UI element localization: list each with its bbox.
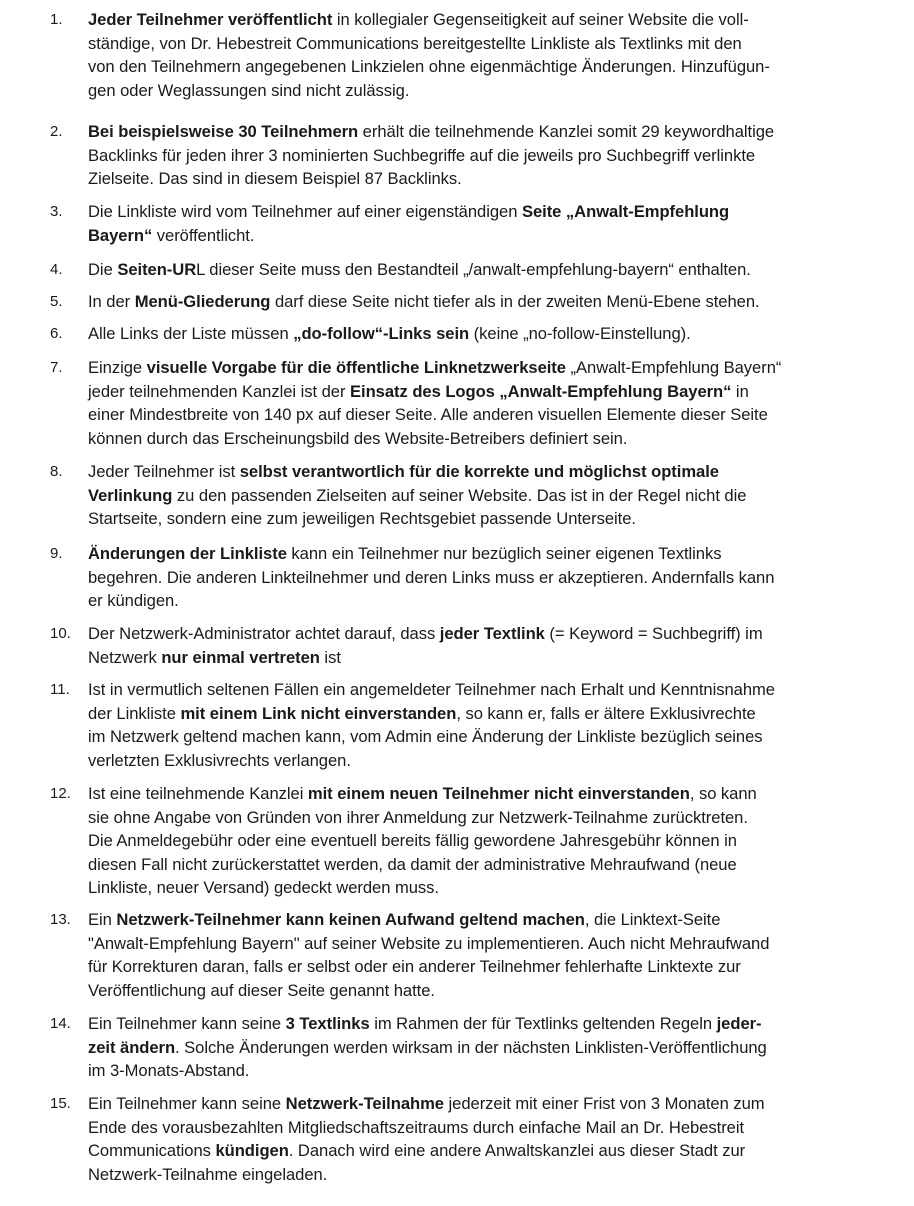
- text-segment: in kollegialer Gegenseitigkeit auf seiner Website die voll-: [332, 10, 749, 29]
- text-segment: der Linkliste: [88, 703, 181, 723]
- text-line: [88, 1092, 868, 1116]
- list-item: [0, 1012, 914, 1083]
- list-item-text: [88, 8, 868, 102]
- text-line: [88, 200, 868, 224]
- text-segment: begehren. Die anderen Linkteilnehmer und deren Links muss er akzeptieren. Andernfalls kann: [88, 567, 775, 587]
- text-segment: "Anwalt-Empfehlung Bayern" auf seiner Website zu implementieren. Auch nicht Mehraufwand: [88, 933, 770, 953]
- text-segment: . Danach wird eine andere Anwaltskanzlei aus dieser Stadt zur: [288, 1141, 746, 1160]
- list-item-number: 6.: [50, 325, 63, 342]
- bold-text-segment: jeder-: [716, 1014, 762, 1033]
- list-item-text: [88, 290, 868, 314]
- text-line: [88, 427, 868, 451]
- bold-text-segment: 3 Textlinks: [285, 1014, 370, 1033]
- text-line: [88, 380, 868, 404]
- list-item-text: [88, 782, 868, 900]
- text-segment: darf diese Seite nicht tiefer als in der zweiten Menü-Ebene stehen.: [270, 292, 760, 311]
- list-item-text: [88, 258, 868, 282]
- list-item: [0, 322, 914, 346]
- bold-text-segment: Jeder Teilnehmer veröffentlicht: [88, 10, 333, 29]
- list-item: [0, 200, 914, 247]
- list-item-text: [88, 1092, 868, 1186]
- list-item-number: 2.: [50, 123, 63, 140]
- list-item-text: [88, 1012, 868, 1083]
- text-line: [88, 1036, 868, 1060]
- text-segment: Ein Teilnehmer kann seine: [88, 1094, 286, 1113]
- bold-text-segment: Änderungen der Linkliste: [88, 544, 287, 563]
- list-item-text: [88, 120, 868, 191]
- text-segment: in: [731, 381, 749, 401]
- list-item: [0, 290, 914, 314]
- bold-text-segment: nur einmal vertreten: [161, 647, 320, 667]
- list-item-number: 9.: [50, 545, 63, 562]
- text-segment: „Anwalt-Empfehlung Bayern“: [565, 358, 782, 377]
- list-item: [0, 908, 914, 1002]
- list-item-text: [88, 200, 868, 247]
- list-item-text: [88, 622, 868, 669]
- list-item-number: 4.: [50, 261, 63, 278]
- list-item-number: 7.: [50, 359, 63, 376]
- text-segment: Startseite, sondern eine zum jeweiligen Rechtsgebiet passende Unterseite.: [88, 509, 636, 528]
- list-item-text: [88, 460, 868, 531]
- text-line: [88, 403, 868, 427]
- text-segment: In der: [88, 292, 135, 311]
- text-line: [88, 908, 868, 932]
- list-item-number: 15.: [50, 1095, 71, 1112]
- list-item: [0, 356, 914, 450]
- text-line: [88, 356, 868, 380]
- text-line: [88, 955, 868, 979]
- list-item-number: 3.: [50, 203, 63, 220]
- text-line: [88, 290, 868, 314]
- text-segment: Ist eine teilnehmende Kanzlei: [88, 784, 308, 803]
- text-line: [88, 702, 868, 726]
- text-line: [88, 876, 868, 900]
- text-segment: Ein Teilnehmer kann seine: [88, 1014, 286, 1033]
- text-segment: von den Teilnehmern angegebenen Linkzielen ohne eigenmächtige Änderungen. Hinzufügun-: [88, 57, 770, 76]
- text-segment: Der Netzwerk-Administrator achtet darauf, dass: [88, 624, 440, 643]
- text-line: [88, 1012, 868, 1036]
- text-line: [88, 120, 868, 144]
- bold-text-segment: visuelle Vorgabe für die öffentliche Linknetzwerkseite: [146, 358, 566, 377]
- list-item-number: 8.: [50, 463, 63, 480]
- text-line: [88, 979, 868, 1003]
- text-line: [88, 646, 868, 670]
- text-line: [88, 167, 868, 191]
- text-line: [88, 589, 868, 613]
- text-segment: verletzten Exklusivrechts verlangen.: [88, 750, 351, 770]
- text-segment: L dieser Seite muss den Bestandteil „/anwalt-empfehlung-bayern“ enthalten.: [196, 260, 751, 279]
- text-segment: Ende des vorausbezahlten Mitgliedschaftszeitraums durch einfache Mail an Dr. Hebestreit: [88, 1117, 745, 1137]
- text-segment: für Korrekturen daran, falls er selbst oder ein anderer Teilnehmer fehlerhafte Linktexte zur: [88, 957, 741, 976]
- text-line: [88, 749, 868, 773]
- list-item-number: 14.: [50, 1015, 71, 1032]
- list-item-number: 12.: [50, 785, 71, 802]
- text-segment: Netzwerk-Teilnahme eingeladen.: [88, 1164, 328, 1184]
- text-segment: sie ohne Angabe von Gründen von ihrer Anmeldung zur Netzwerk-Teilnahme zurücktreten.: [88, 807, 748, 827]
- list-item: [0, 782, 914, 900]
- text-line: [88, 460, 868, 484]
- text-segment: , die Linktext-Seite: [584, 910, 721, 929]
- text-line: [88, 322, 868, 346]
- bold-text-segment: Bei beispielsweise 30 Teilnehmern: [88, 122, 359, 141]
- bold-text-segment: Netzwerk-Teilnahme: [285, 1094, 444, 1113]
- text-line: [88, 932, 868, 956]
- text-line: [88, 224, 868, 248]
- text-line: [88, 829, 868, 853]
- list-item-number: 10.: [50, 625, 71, 642]
- text-segment: diesen Fall nicht zurückerstattet werden, da damit der administrative Mehraufwand (neue: [88, 854, 737, 874]
- bold-text-segment: mit einem neuen Teilnehmer nicht einverstanden: [307, 784, 690, 803]
- list-item: [0, 120, 914, 191]
- list-item: [0, 258, 914, 282]
- text-line: [88, 622, 868, 646]
- list-item-text: [88, 542, 868, 613]
- list-item-number: 5.: [50, 293, 63, 310]
- text-line: [88, 782, 868, 806]
- text-segment: jederzeit mit einer Frist von 3 Monaten zum: [443, 1094, 765, 1113]
- text-line: [88, 725, 868, 749]
- text-line: [88, 507, 868, 531]
- text-segment: Die Linkliste wird vom Teilnehmer auf einer eigenständigen: [88, 202, 522, 221]
- text-segment: Die Anmeldegebühr oder eine eventuell bereits fällig gewordene Jahresgebühr können in: [88, 831, 737, 850]
- text-line: [88, 1163, 868, 1187]
- list-item-text: [88, 322, 868, 346]
- text-segment: im 3-Monats-Abstand.: [88, 1061, 250, 1080]
- bold-text-segment: kündigen: [215, 1141, 289, 1160]
- bold-text-segment: jeder Textlink: [439, 624, 545, 643]
- text-segment: können durch das Erscheinungsbild des Website-Betreibers definiert sein.: [88, 428, 628, 448]
- text-segment: Linkliste, neuer Versand) gedeckt werden muss.: [88, 878, 439, 897]
- text-segment: Einzige: [88, 358, 147, 377]
- bold-text-segment: Bayern“: [88, 225, 153, 245]
- text-segment: Zielseite. Das sind in diesem Beispiel 87 Backlinks.: [88, 169, 462, 188]
- text-segment: im Netzwerk geltend machen kann, vom Admin eine Änderung der Linkliste bezüglich seines: [88, 727, 763, 746]
- text-segment: ständige, von Dr. Hebestreit Communications bereitgestellte Linkliste als Textlinks mit den: [88, 33, 742, 53]
- bold-text-segment: Menü-Gliederung: [134, 292, 271, 311]
- text-line: [88, 566, 868, 590]
- text-segment: . Solche Änderungen werden wirksam in der nächsten Linklisten-Veröffentlichung: [175, 1037, 767, 1057]
- text-segment: Communications: [88, 1141, 216, 1160]
- bold-text-segment: Netzwerk-Teilnehmer kann keinen Aufwand geltend machen: [116, 910, 585, 929]
- text-segment: (= Keyword = Suchbegriff) im: [544, 624, 763, 643]
- list-item-number: 13.: [50, 911, 71, 928]
- list-item: [0, 460, 914, 531]
- list-item: [0, 8, 914, 102]
- text-line: [88, 144, 868, 168]
- text-line: [88, 1139, 868, 1163]
- text-segment: einer Mindestbreite von 140 px auf dieser Seite. Alle anderen visuellen Elemente dieser Seite: [88, 405, 768, 424]
- bold-text-segment: mit einem Link nicht einverstanden: [180, 703, 457, 723]
- text-segment: Netzwerk: [88, 647, 162, 667]
- bold-text-segment: Seite „Anwalt-Empfehlung: [521, 202, 730, 221]
- text-segment: , so kann er, falls er ältere Exklusivrechte: [456, 703, 756, 723]
- text-line: [88, 484, 868, 508]
- bold-text-segment: zeit ändern: [88, 1037, 176, 1057]
- list-item-text: [88, 678, 868, 772]
- text-segment: im Rahmen der für Textlinks geltenden Regeln: [369, 1014, 717, 1033]
- list-item: [0, 542, 914, 613]
- text-segment: Veröffentlichung auf dieser Seite genannt hatte.: [88, 980, 435, 1000]
- bold-text-segment: Seiten-UR: [117, 260, 197, 279]
- bold-text-segment: „do-follow“-Links sein: [293, 324, 470, 343]
- bold-text-segment: selbst verantwortlich für die korrekte und möglichst optimale: [239, 462, 719, 481]
- text-segment: Alle Links der Liste müssen: [88, 324, 294, 343]
- text-line: [88, 32, 868, 56]
- text-segment: (keine „no-follow-Einstellung).: [469, 324, 691, 343]
- text-line: [88, 258, 868, 282]
- list-item: [0, 1092, 914, 1186]
- list-item: [0, 678, 914, 772]
- text-line: [88, 8, 868, 32]
- list-item: [0, 622, 914, 669]
- text-line: [88, 1116, 868, 1140]
- text-segment: , so kann: [689, 784, 757, 803]
- list-item-number: 1.: [50, 11, 63, 28]
- text-line: [88, 853, 868, 877]
- text-segment: jeder teilnehmenden Kanzlei ist der: [88, 381, 351, 401]
- text-line: [88, 79, 868, 103]
- text-line: [88, 678, 868, 702]
- list-item-text: [88, 908, 868, 1002]
- text-segment: veröffentlicht.: [152, 225, 255, 245]
- bold-text-segment: Verlinkung: [88, 485, 173, 505]
- text-segment: zu den passenden Zielseiten auf seiner Website. Das ist in der Regel nicht die: [172, 485, 747, 505]
- list-item-text: [88, 356, 868, 450]
- text-segment: Backlinks für jeden ihrer 3 nominierten Suchbegriffe auf die jeweils pro Suchbegriff verlinkte: [88, 145, 756, 165]
- text-line: [88, 55, 868, 79]
- text-segment: Ist in vermutlich seltenen Fällen ein angemeldeter Teilnehmer nach Erhalt und Kenntnisnahme: [88, 680, 775, 699]
- text-line: [88, 1059, 868, 1083]
- text-segment: Jeder Teilnehmer ist: [88, 462, 240, 481]
- text-segment: kann ein Teilnehmer nur bezüglich seiner eigenen Textlinks: [286, 544, 722, 563]
- bold-text-segment: Einsatz des Logos „Anwalt-Empfehlung Bayern“: [350, 381, 732, 401]
- list-item-number: 11.: [50, 681, 70, 698]
- text-segment: Die: [88, 260, 118, 279]
- text-segment: Ein: [88, 910, 117, 929]
- text-segment: erhält die teilnehmende Kanzlei somit 29 keywordhaltige: [358, 122, 775, 141]
- text-segment: ist: [319, 647, 341, 667]
- text-line: [88, 806, 868, 830]
- text-line: [88, 542, 868, 566]
- text-segment: gen oder Weglassungen sind nicht zulässig.: [88, 80, 410, 100]
- text-segment: er kündigen.: [88, 591, 179, 610]
